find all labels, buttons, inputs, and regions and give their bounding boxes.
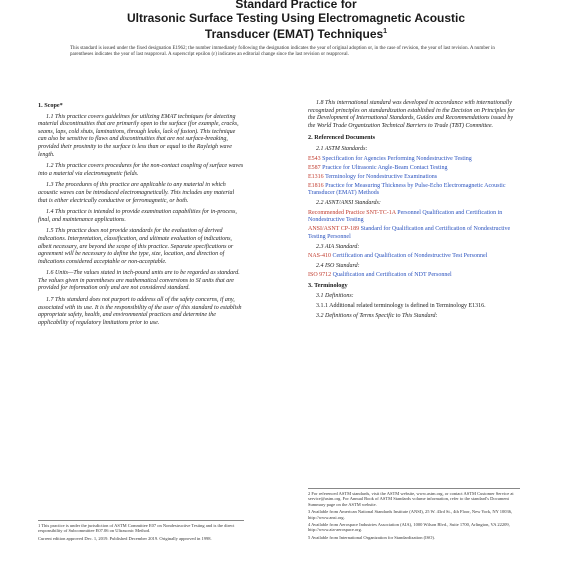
- ref-item[interactable]: E587 Practice for Ultrasonic Angle-Beam Contact Testing: [308, 164, 448, 171]
- ref-item[interactable]: ANSI/ASNT CP-189 Standard for Qualification and Certification of Nondestructive Testing Personnel: [308, 226, 511, 240]
- paragraph-1-5: 1.5 This practice does not provide standards for the evaluation of derived indications. Interpretation, classification, and ultimate evaluation of indications, albeit necessary, are beyond the scope of this practice. Separate specifications or agreement will be necessary to define the type, size, location, and direction of indications considered acceptable or non-acceptable.: [38, 228, 234, 265]
- aia-ref-list: [308, 253, 520, 261]
- footnote-4: 4 Available from Aerospace Industries Association (AIA), 1000 Wilson Blvd., Suite 1700, Arlington, VA 22209, http://www.aia-aerospace.org.: [308, 522, 510, 533]
- paragraph-1-6: 1.6 Units—The values stated in inch-pound units are to be regarded as standard. The values given in parentheses are mathematical conversions to SI units that are provided for information only and are not considered standard.: [38, 270, 240, 292]
- ref-item[interactable]: E1316 Terminology for Nondestructive Examinations: [308, 173, 438, 180]
- referenced-documents-heading: 2. Referenced Documents: [308, 134, 376, 142]
- footnote-2: 2 For referenced ASTM standards, visit the ASTM website, www.astm.org, or contact ASTM Customer Service at service@astm.org. For Annual Book of ASTM Standards volume information, refer to the standard's Document Summary page on the ASTM website.: [308, 491, 514, 507]
- asnt-standards-heading: 2.2 ASNT/ANSI Standards:: [316, 200, 381, 207]
- ref-item[interactable]: NAS-410 Certification and Qualification of Nondestructive Test Personnel: [308, 253, 488, 260]
- terminology-3-1: 3.1 Definitions:: [316, 293, 354, 300]
- title-line-3: Transducer (EMAT) Techniques$^1$: [204, 27, 388, 41]
- paragraph-1-2: 1.2 This practice covers procedures for the non-contact coupling of surface waves into a material via electromagnetic fields.: [38, 163, 244, 177]
- footnote-5: 5 Available from International Organization for Standardization (ISO).: [308, 534, 436, 540]
- left-column: [38, 100, 244, 331]
- asnt-ref-list: [308, 210, 520, 242]
- terminology-3-1-1: 3.1.1 Additional related terminology is defined in Terminology E1316.: [316, 303, 486, 310]
- paragraph-1-8: 1.8 This international standard was developed in accordance with internationally recognized principles on standardization established in the Decision on Principles for the Development of International Standards, Guides and Recommendations issued by the World Trade Organization Technical Barriers to Trade (TBT) Committee.: [308, 100, 515, 129]
- ref-item[interactable]: Recommended Practice SNT-TC-1A Personnel Qualification and Certification in Nondestructive Testing: [308, 209, 503, 224]
- iso-ref-list: [308, 272, 520, 280]
- ref-item[interactable]: E543 Specification for Agencies Performing Nondestructive Testing: [308, 155, 472, 162]
- designation-notice: This standard is issued under the fixed designation E1962; the number immediately following the designation indicates the year of original adoption or, in the case of revision, the year of last revision. A number in parentheses indicates the year of last reapproval. A superscript epsilon (ε) indicates an editorial change since the last revision or reapproval.: [70, 46, 495, 57]
- iso-standard-heading: 2.4 ISO Standard:: [316, 262, 360, 269]
- paragraph-1-7: 1.7 This standard does not purport to address all of the safety concerns, if any, associated with its use. It is the responsibility of the user of this standard to establish appropriate safety, health, and environmental practices and determine the applicability of regulatory limitations prior to use.: [38, 297, 242, 326]
- right-footnotes: [308, 488, 520, 542]
- paragraph-1-4: 1.4 This practice is intended to provide examination capabilities for in-process, final, and maintenance applications.: [38, 209, 237, 223]
- terminology-heading: 3. Terminology: [308, 281, 348, 289]
- astm-ref-list: [308, 156, 520, 198]
- title-line-2: Ultrasonic Surface Testing Using Electromagnetic Acoustic: [126, 11, 466, 25]
- right-column: [308, 100, 520, 322]
- scope-heading: 1. Scope*: [38, 102, 63, 109]
- footnote-edition: Current edition approved Dec. 1, 2019. Published December 2019. Originally approved in 1998.: [38, 535, 212, 541]
- paragraph-1-3: 1.3 The procedures of this practice are applicable to any material in which acoustic waves can be introduced electromagnetically. This includes any material that is either electrically conductive or ferromagnetic, or both.: [38, 182, 235, 204]
- footnote-3: 3 Available from American National Standards Institute (ANSI), 25 W. 43rd St., 4th Floor, New York, NY 10036, http://www.ansi.org.: [308, 509, 513, 520]
- terminology-3-2: 3.2 Definitions of Terms Specific to This Standard:: [316, 312, 438, 319]
- document-title: [86, 0, 506, 41]
- title-footnote-mark: 1: [383, 28, 388, 35]
- ref-item[interactable]: E1816 Practice for Measuring Thickness by Pulse-Echo Electromagnetic Acoustic Transducer (EMAT) Methods: [308, 182, 506, 197]
- left-footnotes: [38, 520, 244, 543]
- paragraph-1-1: 1.1 This practice covers guidelines for utilizing EMAT techniques for detecting material discontinuities that are primarily open to the surface (for example, cracks, seams, laps, cold shuts, laminations, through leaks, lack of fusion). This technique can also be sensitive to flaws and discontinuities that are not surface-breaking, provided their proximity to the surface is less than or equal to the Rayleigh wave length.: [38, 113, 239, 158]
- ref-item[interactable]: ISO 9712 Qualification and Certification of NDT Personnel: [308, 272, 452, 279]
- astm-standards-heading: 2.1 ASTM Standards:: [316, 145, 368, 152]
- aia-standard-heading: 2.3 AIA Standard:: [316, 243, 360, 250]
- title-line-1: Standard Practice for: [235, 0, 357, 11]
- footnote-1: 1 This practice is under the jurisdiction of ASTM Committee E07 on Nondestructive Testing and is the direct responsibility of Subcommittee E07.06 on Ultrasonic Method.: [38, 523, 235, 534]
